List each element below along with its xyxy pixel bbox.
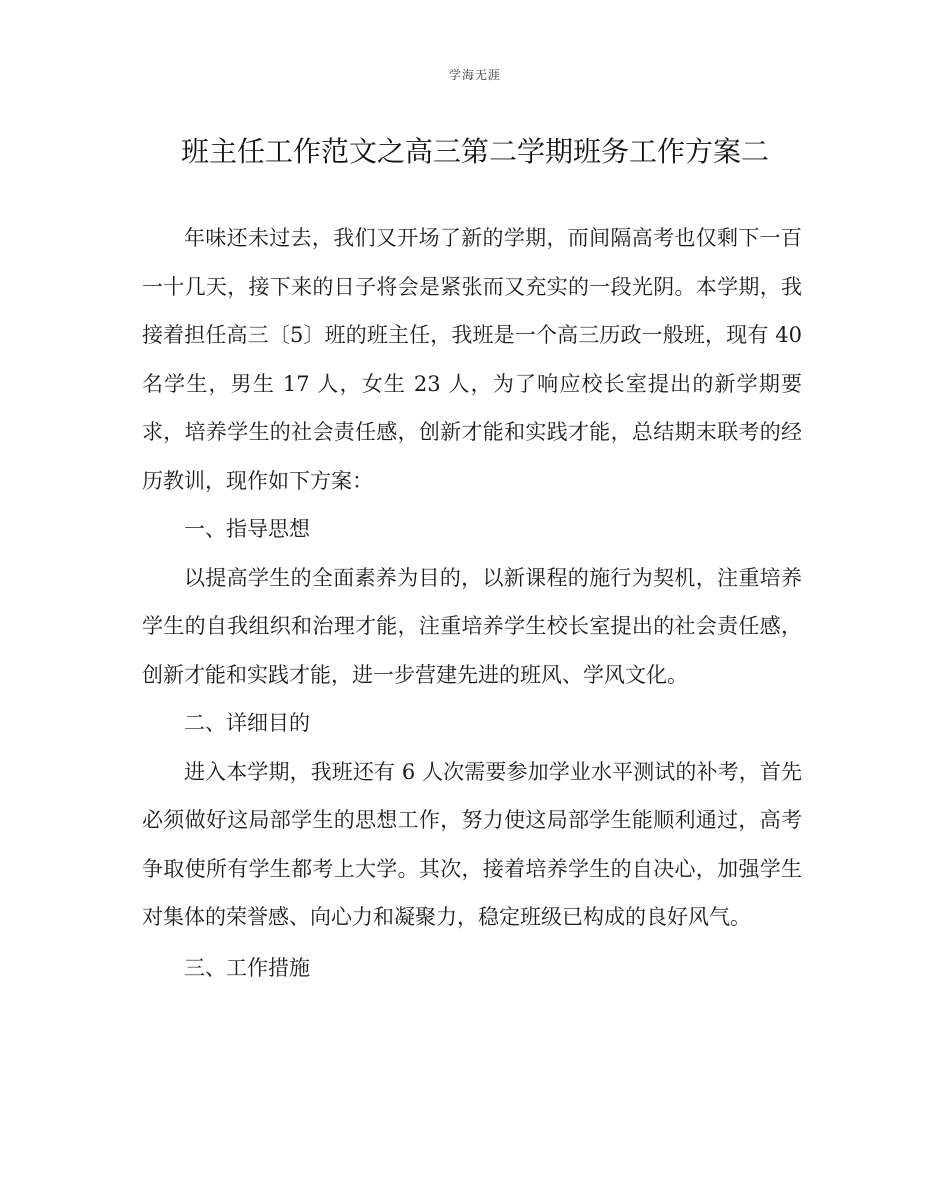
section-heading-guiding-thought: 一、指导思想 [184,517,310,541]
intro-paragraph: 年味还未过去，我们又开场了新的学期，而间隔高考也仅剩下一百一十几天，接下来的日子将会是紧张而又充实的一段光阴。本学期，我接着担任高三〔5〕班的班主任，我班是一个高三历政一般班，现有 40 名学生，男生 17 人，女生 23 人，为了响应校长室提出的新学期要求，培养学生的社会责任感，创新才能和实践才能，总结期末联考的经历教训，现作如下方案： [142,226,802,493]
guiding-thought-paragraph: 以提高学生的全面素养为目的，以新课程的施行为契机，注重培养学生的自我组织和治理才能，注重培养学生校长室提出的社会责任感，创新才能和实践才能，进一步营建先进的班风、学风文化。 [142,565,802,687]
section-heading-specific-goals: 二、详细目的 [184,711,310,735]
section-heading-work-measures: 三、工作措施 [184,955,310,980]
document-body [142,214,802,992]
document-title: 班主任工作范文之高三第二学期班务工作方案二 [180,135,769,168]
specific-goals-paragraph: 进入本学期，我班还有 6 人次需要参加学业水平测试的补考，首先必须做好这局部学生的思想工作，努力使这局部学生能顺利通过，高考争取使所有学生都考上大学。其次，接着培养学生的自决心，加强学生对集体的荣誉感、向心力和凝聚力，稳定班级已构成的良好风气。 [142,759,802,929]
page-header: 学海无涯 [448,68,501,82]
